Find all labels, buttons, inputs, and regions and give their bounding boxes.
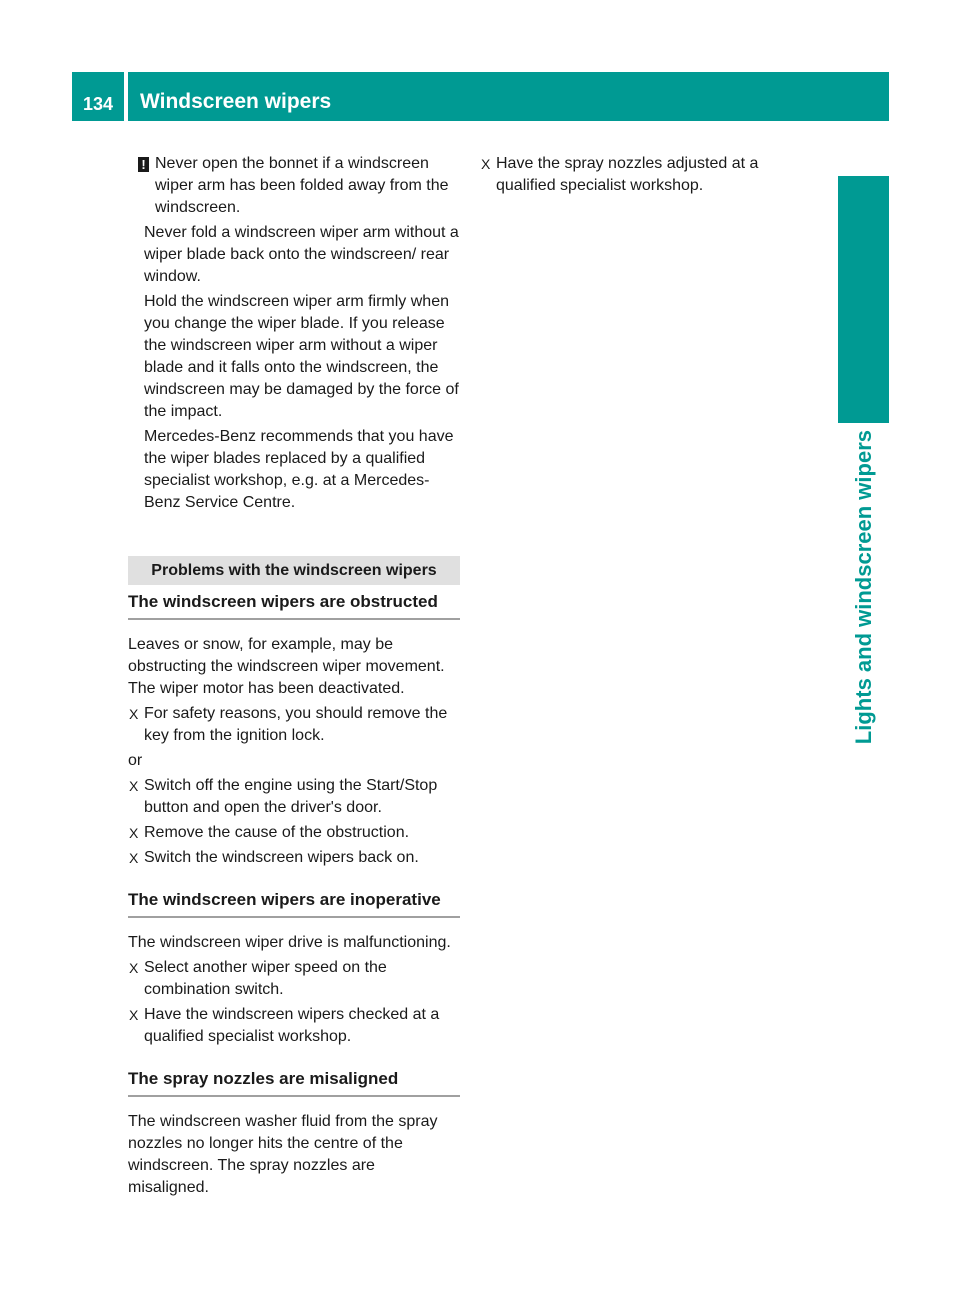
left-column (128, 153, 460, 1202)
warning-paragraph: Hold the windscreen wiper arm firmly when you change the wiper blade. If you release the windscreen wiper arm without a wiper blade and it falls onto the windscreen, the windscreen may be damaged by the force of the impact. (144, 293, 459, 420)
instruction-step (128, 822, 460, 844)
step-arrow-icon: X (129, 778, 139, 794)
warning-text: Never open the bonnet if a windscreen wiper arm has been folded away from the windscreen. (155, 155, 449, 216)
subheading-nozzles: The spray nozzles are misaligned (128, 1068, 460, 1097)
paragraph: Leaves or snow, for example, may be obstructing the windscreen wiper movement. The wiper motor has been deactivated. (128, 636, 445, 697)
section-title: Problems with the windscreen wipers (128, 556, 460, 585)
warning-icon: ! (138, 157, 149, 172)
step-arrow-icon: X (129, 706, 139, 722)
step-arrow-icon: X (129, 960, 139, 976)
subheading-inoperative: The windscreen wipers are inoperative (128, 889, 460, 918)
step-text: Have the windscreen wipers checked at a qualified specialist workshop. (144, 1006, 440, 1045)
side-tab-block (838, 176, 889, 423)
side-tab-label (838, 430, 889, 760)
instruction-step (480, 153, 820, 197)
warning-note (128, 153, 460, 219)
step-text: Have the spray nozzles adjusted at a qualified specialist workshop. (496, 155, 759, 194)
instruction-step (128, 847, 460, 869)
page-number: 134 (72, 72, 124, 121)
instruction-step (128, 957, 460, 1001)
side-tab-text: Lights and windscreen wipers (850, 430, 876, 745)
step-arrow-icon: X (481, 156, 491, 172)
step-text: Select another wiper speed on the combination switch. (144, 959, 387, 998)
step-text: Switch the windscreen wipers back on. (144, 849, 419, 866)
paragraph: The windscreen wiper drive is malfunctioning. (128, 934, 451, 951)
warning-paragraph: Never fold a windscreen wiper arm without a wiper blade back onto the windscreen/ rear window. (144, 224, 459, 285)
instruction-step (128, 703, 460, 747)
warning-paragraph: Mercedes-Benz recommends that you have the wiper blades replaced by a qualified specialist workshop, e.g. at a Mercedes-Benz Service Centre. (144, 428, 454, 511)
step-text: Remove the cause of the obstruction. (144, 824, 410, 841)
or-text: or (128, 752, 143, 769)
subheading-obstructed: The windscreen wipers are obstructed (128, 591, 460, 620)
step-arrow-icon: X (129, 825, 139, 841)
page-header-title: Windscreen wipers (128, 72, 889, 121)
step-text: Switch off the engine using the Start/Stop button and open the driver's door. (144, 777, 438, 816)
right-column (480, 153, 820, 200)
step-arrow-icon: X (129, 1007, 139, 1023)
paragraph: The windscreen washer fluid from the spray nozzles no longer hits the centre of the windscreen. The spray nozzles are misaligned. (128, 1113, 438, 1196)
step-arrow-icon: X (129, 850, 139, 866)
instruction-step (128, 1004, 460, 1048)
instruction-step (128, 775, 460, 819)
step-text: For safety reasons, you should remove the key from the ignition lock. (144, 705, 448, 744)
